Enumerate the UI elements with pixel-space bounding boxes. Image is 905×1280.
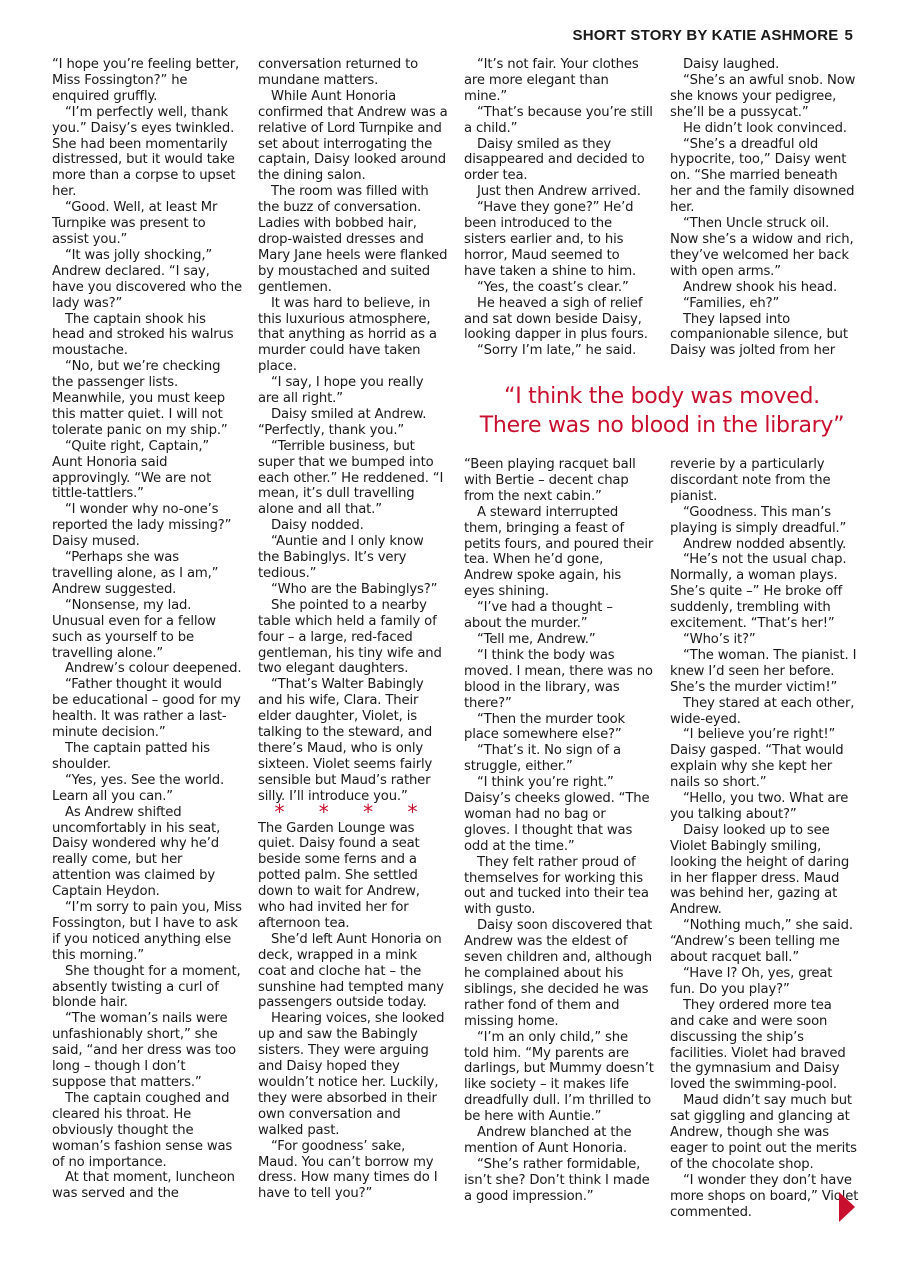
pull-quote xyxy=(462,382,862,440)
paragraph: “Have I? Oh, yes, great fun. Do you play?” xyxy=(670,966,833,997)
paragraph: They lapsed into companionable silence, but Daisy was jolted from her xyxy=(670,311,848,359)
paragraph: “I think the body was moved. I mean, there was no blood in the library, was there?” xyxy=(464,647,653,711)
paragraph: Andrew shook his head. xyxy=(683,279,838,295)
column-3-bottom xyxy=(464,457,654,1205)
paragraph: Daisy smiled at Andrew. “Perfectly, thank you.” xyxy=(258,406,427,438)
paragraph: She thought for a moment, absently twisting a curl of blonde hair. xyxy=(52,963,241,1011)
paragraph: Hearing voices, she looked up and saw the Babingly sisters. They were arguing and Daisy hoped they wouldn’t notice her. Luckily, they were absorbed in their own conversation and walked past. xyxy=(258,1011,445,1138)
paragraph: They stared at each other, wide-eyed. xyxy=(670,695,855,727)
paragraph: At that moment, luncheon was served and the xyxy=(52,1170,235,1202)
paragraph: The Garden Lounge was quiet. Daisy found a seat beside some ferns and a potted palm. She settled down to wait for Andrew, who had invited her for afternoon tea. xyxy=(258,820,420,931)
paragraph: A steward interrupted them, bringing a feast of petits fours, and poured their tea. When he’d gone, Andrew spoke again, his eyes shining. xyxy=(464,504,654,600)
paragraph: “She’s an awful snob. Now she knows your pedigree, she’ll be a pussycat.” xyxy=(670,72,856,120)
paragraph: It was hard to believe, in this luxurious atmosphere, that anything as horrid as a murder could have taken place. xyxy=(258,295,437,375)
paragraph: He didn’t look convinced. xyxy=(683,120,847,136)
paragraph: “That’s it. No sign of a struggle, either.” xyxy=(464,743,621,775)
paragraph: “For goodness’ sake, Maud. You can’t borrow my dress. How many times do I have to tell you?” xyxy=(258,1138,438,1202)
header-title: SHORT STORY BY KATIE ASHMORE xyxy=(572,27,839,44)
paragraph: “I say, I hope you really are all right.” xyxy=(258,375,424,407)
paragraph: “Sorry I’m late,” he said. xyxy=(477,343,637,359)
paragraph: “Good. Well, at least Mr Turnpike was present to assist you.” xyxy=(52,200,218,247)
paragraph: The captain coughed and cleared his throat. He obviously thought the woman’s fashion sense was of no importance. xyxy=(52,1090,233,1170)
paragraph: “I wonder why no-one’s reported the lady missing?” Daisy mused. xyxy=(52,502,232,550)
paragraph: “Tell me, Andrew.” xyxy=(477,631,596,647)
paragraph: Daisy laughed. xyxy=(683,57,780,72)
paragraph: The room was filled with the buzz of conversation. Ladies with bobbed hair, drop-waisted dresses and Mary Jane heels were flanked by moustached and suited gentlemen. xyxy=(258,184,448,295)
paragraph: “That’s Walter Babingly and his wife, Clara. Their elder daughter, Violet, is talking to the steward, and there’s Maud, who is only sixteen. Violet seems fairly sensible but Maud’s rather silly. I’ll introduce you.” xyxy=(258,677,433,804)
column-1 xyxy=(52,57,242,1202)
paragraph: Daisy soon discovered that Andrew was the eldest of seven children and, although he complained about his siblings, she decided he was rather fond of them and missing home. xyxy=(464,918,653,1029)
paragraph: “Hello, you two. What are you talking about?” xyxy=(670,791,849,822)
paragraph: “The woman’s nails were unfashionably short,” she said, “and her dress was too long – though I don’t suppose that matters.” xyxy=(52,1011,236,1090)
paragraph: “I’ve had a thought – about the murder.” xyxy=(464,600,613,632)
paragraph: reverie by a particularly discordant note from the pianist. xyxy=(670,457,831,504)
paragraph: Maud didn’t say much but sat giggling and glancing at Andrew, though she was eager to point out the merits of the chocolate shop. xyxy=(670,1093,857,1172)
paragraph: “The woman. The pianist. I knew I’d seen her before. She’s the murder victim!” xyxy=(670,647,857,695)
paragraph: “I believe you’re right!” Daisy gasped. “That would explain why she kept her nails so short.” xyxy=(670,727,844,791)
paragraph: “Who’s it?” xyxy=(683,631,756,647)
column-4-bottom xyxy=(670,457,860,1221)
column-3-top xyxy=(464,57,654,359)
section-break: * * * * xyxy=(274,799,432,824)
paragraph: Daisy nodded. xyxy=(271,518,364,534)
paragraph: “I’m perfectly well, thank you.” Daisy’s eyes twinkled. She had been momentarily distressed, but it would take more than a corpse to upset her. xyxy=(52,104,236,200)
paragraph: “Perhaps she was travelling alone, as I am,” Andrew suggested. xyxy=(52,550,219,597)
paragraph: Andrew nodded absently. xyxy=(683,536,847,552)
paragraph: While Aunt Honoria confirmed that Andrew was a relative of Lord Turnpike and set about interrogating the captain, Daisy looked around the dining salon. xyxy=(258,88,448,184)
paragraph: “It was jolly shocking,” Andrew declared. “I say, have you discovered who the lady was?” xyxy=(52,247,242,311)
paragraph: “Terrible business, but super that we bumped into each other.” He reddened. “I mean, it’s dull travelling alone and all that.” xyxy=(258,438,444,518)
paragraph: The captain patted his shoulder. xyxy=(52,740,210,772)
paragraph: “Been playing racquet ball with Bertie – decent chap from the next cabin.” xyxy=(464,457,636,504)
paragraph: Daisy looked up to see Violet Babingly smiling, looking the height of daring in her flapper dress. Maud was behind her, gazing at Andrew. xyxy=(670,822,850,918)
pull-quote-line: “I think the body was moved. xyxy=(504,384,820,409)
paragraph: Andrew’s colour deepened. xyxy=(65,661,242,677)
paragraph: “That’s because you’re still a child.” xyxy=(464,104,653,136)
column-2 xyxy=(258,57,448,1202)
running-header xyxy=(573,27,853,44)
paragraph: “Have they gone?” He’d been introduced to the sisters earlier and, to his horror, Maud seemed to have taken a shine to him. xyxy=(464,200,637,279)
page-number: 5 xyxy=(844,27,853,44)
paragraph: “Families, eh?” xyxy=(683,295,780,311)
paragraph: conversation returned to mundane matters. xyxy=(258,57,419,88)
paragraph: “Yes, the coast’s clear.” xyxy=(477,279,629,295)
paragraph: “He’s not the usual chap. Normally, a woman plays. She’s quite –” He broke off suddenly, trembling with excitement. “That’s her!” xyxy=(670,552,847,632)
paragraph: They felt rather proud of themselves for working this out and tucked into their tea with gusto. xyxy=(464,854,649,918)
paragraph: “It’s not fair. Your clothes are more elegant than mine.” xyxy=(464,57,639,104)
pull-quote-line: There was no blood in the library” xyxy=(479,413,845,438)
paragraph: “Yes, yes. See the world. Learn all you can.” xyxy=(52,772,225,804)
paragraph: He heaved a sigh of relief and sat down beside Daisy, looking dapper in plus fours. xyxy=(464,295,648,343)
paragraph: “Then Uncle struck oil. Now she’s a widow and rich, they’ve welcomed her back with open arms.” xyxy=(670,216,854,279)
paragraph: “I hope you’re feeling better, Miss Fossington?” he enquired gruffly. xyxy=(52,57,240,104)
paragraph: “I think you’re right.” Daisy’s cheeks glowed. “The woman had no bag or gloves. I thought that was odd at the time.” xyxy=(464,775,650,854)
paragraph: “She’s rather formidable, isn’t she? Don’t think I made a good impression.” xyxy=(464,1156,650,1204)
paragraph: “I’m sorry to pain you, Miss Fossington, but I have to ask if you noticed anything else this morning.” xyxy=(52,900,242,963)
paragraph: She pointed to a nearby table which held a family of four – a large, red-faced gentleman, his tiny wife and two elegant daughters. xyxy=(258,597,442,677)
paragraph: “Father thought it would be educational – good for my health. It was rather a last-minute decision.” xyxy=(52,677,241,741)
paragraph: “I wonder they don’t have more shops on board,” Violet commented. xyxy=(670,1172,859,1220)
paragraph: “Auntie and I only know the Babinglys. It’s very tedious.” xyxy=(258,534,424,581)
paragraph: “Goodness. This man’s playing is simply dreadful.” xyxy=(670,504,847,536)
paragraph: “Nothing much,” she said. “Andrew’s been telling me about racquet ball.” xyxy=(670,918,853,966)
column-4-top xyxy=(670,57,860,359)
paragraph: Daisy smiled as they disappeared and decided to order tea. xyxy=(464,136,645,184)
paragraph: “Nonsense, my lad. Unusual even for a fellow such as yourself to be travelling alone.” xyxy=(52,597,216,661)
paragraph: She’d left Aunt Honoria on deck, wrapped in a mink coat and cloche hat – the sunshine had tempted many passengers outside today. xyxy=(258,931,444,1011)
paragraph: “Then the murder took place somewhere else?” xyxy=(464,711,626,743)
paragraph: They ordered more tea and cake and were soon discussing the ship’s facilities. Violet had braved the gymnasium and Daisy loved the swimming-pool. xyxy=(670,997,846,1093)
paragraph: Andrew blanched at the mention of Aunt Honoria. xyxy=(464,1125,632,1156)
paragraph: The captain shook his head and stroked his walrus moustache. xyxy=(52,311,234,359)
paragraph: “Quite right, Captain,” Aunt Honoria said approvingly. “We are not tittle-tattlers.” xyxy=(52,438,212,502)
paragraph: “I’m an only child,” she told him. “My parents are darlings, but Mummy doesn’t like society – it makes life dreadfully dull. I’m thrilled to be here with Auntie.” xyxy=(464,1029,654,1125)
paragraph: “Who are the Babinglys?” xyxy=(271,581,438,597)
paragraph: “She’s a dreadful old hypocrite, too,” Daisy went on. “She married beneath her and the family disowned her. xyxy=(670,136,855,216)
continue-arrow-icon xyxy=(839,1192,855,1222)
paragraph: “No, but we’re checking the passenger lists. Meanwhile, you must keep this matter quiet. I will not tolerate panic on my ship.” xyxy=(52,359,228,438)
paragraph: Just then Andrew arrived. xyxy=(477,184,641,200)
paragraph: As Andrew shifted uncomfortably in his seat, Daisy wondered why he’d really come, but her attention was claimed by Captain Heydon. xyxy=(52,804,221,900)
